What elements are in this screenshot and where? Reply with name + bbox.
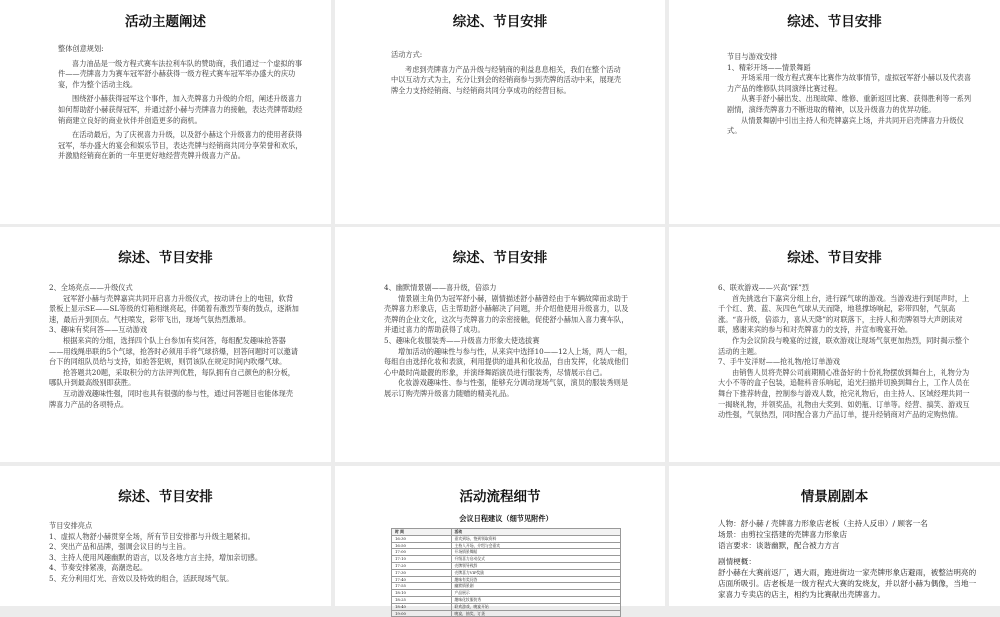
schedule-time-cell: 时 间 — [392, 529, 452, 536]
schedule-time-cell: 17:20 — [392, 562, 452, 569]
body-paragraph: 舒小赫在大赛前返厂，遇大雨，跑进街边一家壳牌形象店避雨，被整洁明亮的店面所吸引。店老板是一级方程式大赛的发烧友，并以舒小赫为偶像，当地一家喜力专卖店的店主，相约为比赛献出壳牌喜力。 — [718, 567, 977, 600]
body-list-item: 3、主持人使用风趣幽默的语言，以及各地方言主持，增加亲切感。 — [49, 552, 263, 562]
slide-8[interactable] — [335, 466, 665, 616]
schedule-activity-cell: 幽默情景剧 — [451, 583, 620, 590]
slide-4[interactable] — [0, 227, 331, 462]
body-paragraph: 由销售人员将壳牌公司前期精心准备好的十份礼物摆放到舞台上，礼物分为大小不等的盒子包装，追鞋科音乐响起，追光扫描并切换到舞台上，工作人员在舞台下推荐转盘，控制参与游戏人数，抢完礼物后，由主持人、区域经理共同一一揭晓礼物，并领奖品，礼物由大奖到、如奶瓶、订单等。经营、搞笑、游戏互动性强，气氛热烈，同时配合喜力产品订单，提升经销商对产品的定购热情。 — [718, 367, 970, 420]
slide-5[interactable] — [335, 227, 665, 462]
schedule-row — [392, 549, 621, 556]
body-paragraph: 围绕舒小赫获得冠军这个事件，加入壳牌喜力升级的介绍，阐述升级喜力如何帮助舒小赫获得冠军，并通过舒小赫与壳牌喜力的接触，表达壳牌帮助经销商建立良好的商业伙伴并创造更多的商机。 — [58, 94, 303, 125]
body-paragraph: 增加活动的趣味性与参与性，从来宾中选择10——12人上场，两人一组，每组自由选择化妆和表演，利用提供的道具和化妆品，自由发挥，化装成他们心中最时尚最靓的形象，并演绎舞蹈演员进行服装秀，尽情展示自己。 — [384, 346, 632, 377]
schedule-activity-cell: 活动 — [451, 529, 620, 536]
slide-body — [718, 518, 978, 600]
schedule-activity-cell: 开场情景舞蹈 — [451, 549, 620, 556]
slide-body — [49, 283, 299, 410]
schedule-row — [392, 569, 621, 576]
schedule-time-cell: 17:10 — [392, 556, 452, 563]
slide-2[interactable] — [335, 0, 665, 224]
body-paragraph: 从赛手舒小赫出发、出现故障、维修、重新返回比赛、获得胜利等一系列剧情，演绎壳牌喜力不断进取的精神，以及升级喜力的优异功能。 — [727, 94, 972, 114]
schedule-activity-cell: 产品展示 — [451, 590, 620, 597]
schedule-activity-cell: 壳牌领导致辞 — [451, 562, 620, 569]
body-subheading: 3、趣味有奖问答——互动游戏 — [49, 325, 148, 335]
body-heading: 整体创意规划: — [58, 44, 104, 53]
body-paragraph: 喜力油品是一级方程式赛车法拉利车队的赞助商，我们通过一个虚拟的事件——壳牌喜力为赛车冠军舒小赫获得一级方程式赛车冠军举办盛大的庆功宴，作为整个活动主线。 — [58, 58, 303, 89]
slide-body — [727, 52, 973, 137]
schedule-time-cell: 17:00 — [392, 549, 452, 556]
schedule-activity-cell: 壳牌喜力VIP奖励 — [451, 569, 620, 576]
slide-title: 综述、节目安排 — [118, 489, 213, 505]
schedule-row — [392, 596, 621, 603]
slide-title: 综述、节目安排 — [452, 14, 548, 30]
slide-7[interactable] — [0, 466, 331, 606]
slide-title: 情景剧剧本 — [800, 489, 869, 505]
schedule-activity-cell: 嘉宾到场，签到领取资料 — [451, 535, 620, 542]
schedule-activity-cell: 趣味化妆服装秀 — [451, 596, 620, 603]
schedule-row — [392, 556, 621, 563]
body-paragraph: 抢答题共20题，采取积分的方法评判优胜，每队拥有自己颜色的积分板，哪队升到最高级别即获胜。 — [49, 367, 295, 388]
body-heading: 剧情梗概： — [718, 556, 756, 566]
schedule-row — [392, 590, 621, 597]
body-paragraph: 考虑到壳牌喜力产品升级与经销商的利益息息相关，我们在整个活动中以互动方式为主，充分让到会的经销商参与到壳牌的活动中来，展现壳牌全力支持经销商、与经销商共同分享成功的经营目标。 — [391, 64, 622, 95]
slide-body — [718, 283, 970, 421]
slide-body — [391, 50, 627, 96]
schedule-row — [392, 562, 621, 569]
body-subheading: 7、手牛发洋财——抢礼物/抢订单游戏 — [718, 357, 840, 367]
schedule-activity-cell: 升级喜力启动仪式 — [451, 556, 620, 563]
slide-6[interactable] — [669, 227, 1000, 462]
schedule-row — [392, 603, 621, 610]
schedule-time-cell: 17:55 — [392, 583, 452, 590]
body-paragraph: 在活动最后，为了庆祝喜力升级，以及舒小赫这个升级喜力的使用者获得冠军，举办盛大的宴会和娱乐节目，表达壳牌与经销商共同分享荣誉和欢乐，并激励经销商在新的一年里更好地经营壳牌升级喜力产品。 — [58, 130, 303, 161]
body-paragraph: 从情景舞剧中引出主持人和壳牌嘉宾上场，并共同开启壳牌喜力升级仪式。 — [727, 115, 964, 136]
schedule-table-title: 会议日程建议（细节见附件） — [459, 514, 553, 523]
body-list-item: 5、充分利用灯光、音效以及特效的组合，活跃现场气氛。 — [49, 573, 234, 583]
body-line: 人物：舒小赫 / 壳牌喜力形象店老板（主持人反串）/ 顾客一名 — [718, 519, 928, 528]
body-paragraph: 情景剧主角仍为冠军舒小赫，剧情描述舒小赫曾经由于车辆故障而求助于壳牌喜力形象店，店主帮助舒小赫解决了问题，并介绍他使用升级喜力，以及壳牌的企业文化，这次与壳牌喜力的亲密接触，促使舒小赫加入喜力赛车队，并通过喜力的帮助获得了成功。 — [384, 293, 629, 335]
slide-title: 综述、节目安排 — [787, 250, 882, 266]
slide-3[interactable] — [669, 0, 1000, 224]
schedule-row — [392, 576, 621, 583]
slide-title: 综述、节目安排 — [118, 250, 213, 266]
body-subheading: 1、精彩开场——情景舞蹈 — [727, 62, 811, 72]
slide-title: 综述、节目安排 — [452, 250, 548, 266]
body-line: 语言要求：谈谐幽默，配合被力方言 — [718, 541, 840, 551]
body-paragraph: 首先挑选台下嘉宾分组上台，进行踩气球的游戏。当游戏进行到尾声时，上千个红、黄、蓝、灰四色气球从天而降，地毯撑场响起，彩带四射，气氛高涨。“喜升级，倍添力，喜从天降”的对联落下，主持人和壳牌领导大声朗读对联，感谢来宾的参与和对壳牌喜力的支持，并宣布晚宴开始。 — [718, 293, 970, 335]
body-subheading: 6、联欢游戏——兴高“踩”烈 — [718, 283, 809, 292]
slide-body — [384, 283, 634, 400]
body-heading: 活动方式: — [391, 50, 423, 59]
body-paragraph: 开场采用一级方程式赛车比赛作为故事情节，虚拟冠军舒小赫以及代表喜力产品的维修队共同演绎比赛过程。 — [727, 73, 972, 93]
body-list-item: 1、虚拟人物舒小赫贯穿全场，所有节目安排都与升级主题紧扣。 — [49, 531, 255, 541]
schedule-activity-cell: 主持人开场，介绍与会嘉宾 — [451, 542, 620, 549]
schedule-row — [392, 535, 621, 542]
slide-1[interactable] — [0, 0, 331, 224]
schedule-row — [392, 583, 621, 590]
body-subheading: 2、全场亮点——升级仪式 — [49, 283, 133, 292]
schedule-time-cell: 18:10 — [392, 590, 452, 597]
schedule-time-cell: 17:30 — [392, 569, 452, 576]
schedule-activity-cell: 联欢游戏，晚宴开始 — [451, 603, 620, 610]
body-paragraph: 冠军舒小赫与壳牌嘉宾共同开启喜力升级仪式，按动讲台上的电钮，软背景板上显示SE——SL等级的灯箱相继亮起，伴随着有激烈节奏的鼓点，逐渐加速，最后升到顶点。气柱喷发，彩带飞出，现场气氛热烈激昂。 — [49, 293, 299, 324]
schedule-time-cell: 17:40 — [392, 576, 452, 583]
schedule-table-block — [391, 514, 621, 617]
slide-body — [58, 44, 304, 162]
schedule-activity-cell: 趣味有奖问答 — [451, 576, 620, 583]
body-line: 场景：由剪拉宝搭建的壳牌喜力形象店 — [718, 530, 848, 540]
schedule-time-cell: 18:40 — [392, 603, 452, 610]
schedule-time-cell: 16:50 — [392, 542, 452, 549]
schedule-header-row — [392, 529, 621, 536]
schedule-row — [392, 542, 621, 549]
body-paragraph: 根据来宾的分组，选择四个队上台参加有奖问答，每组配发趣味抢答器——用线绳串联的5个气球，抢答时必须用手将气球挤爆，回答问题时可以邀请台下的同组队员给与支持，如抢答犯规，则罚该队在规定时间内吹爆气球。 — [49, 335, 298, 367]
schedule-table — [391, 528, 621, 617]
body-subheading: 5、趣味化妆服装秀——升级喜力形象大使选拔赛 — [384, 335, 540, 345]
body-subheading: 4、幽默情景剧——喜升级，倍添力 — [384, 283, 497, 292]
schedule-time-cell: 19:00 — [392, 610, 452, 617]
schedule-activity-cell: 晚宴，抽奖，订货 — [451, 610, 620, 617]
body-heading: 节目与游戏安排 — [727, 52, 778, 61]
slide-9[interactable] — [669, 466, 1000, 606]
schedule-time-cell: 18:25 — [392, 596, 452, 603]
body-heading: 节目安排亮点 — [49, 521, 93, 530]
schedule-time-cell: 16:30 — [392, 535, 452, 542]
slide-title: 活动主题阐述 — [125, 14, 206, 30]
slide-body — [49, 521, 309, 585]
slide-title: 活动流程细节 — [459, 489, 541, 505]
body-paragraph: 互动游戏趣味性强，同时也具有很强的参与性，通过问答题目也能体现壳牌喜力产品的各项特点。 — [49, 388, 294, 409]
body-list-item: 2、突出产品和品牌，强调会议目的与主旨。 — [49, 542, 191, 552]
body-paragraph: 化妆游戏趣味性、参与性强，能够充分调动现场气氛，演员的服装秀则是展示订购壳牌升级喜力随赠的精美礼品。 — [384, 378, 629, 398]
schedule-row — [392, 610, 621, 617]
body-list-item: 4、节奏安排紧凑，高潮迭起。 — [49, 563, 148, 573]
slide-title: 综述、节目安排 — [787, 14, 882, 30]
body-paragraph: 作为会议阶段与晚宴的过渡，联欢游戏让现场气氛更加热烈，同时揭示整个活动的主题。 — [718, 335, 970, 356]
